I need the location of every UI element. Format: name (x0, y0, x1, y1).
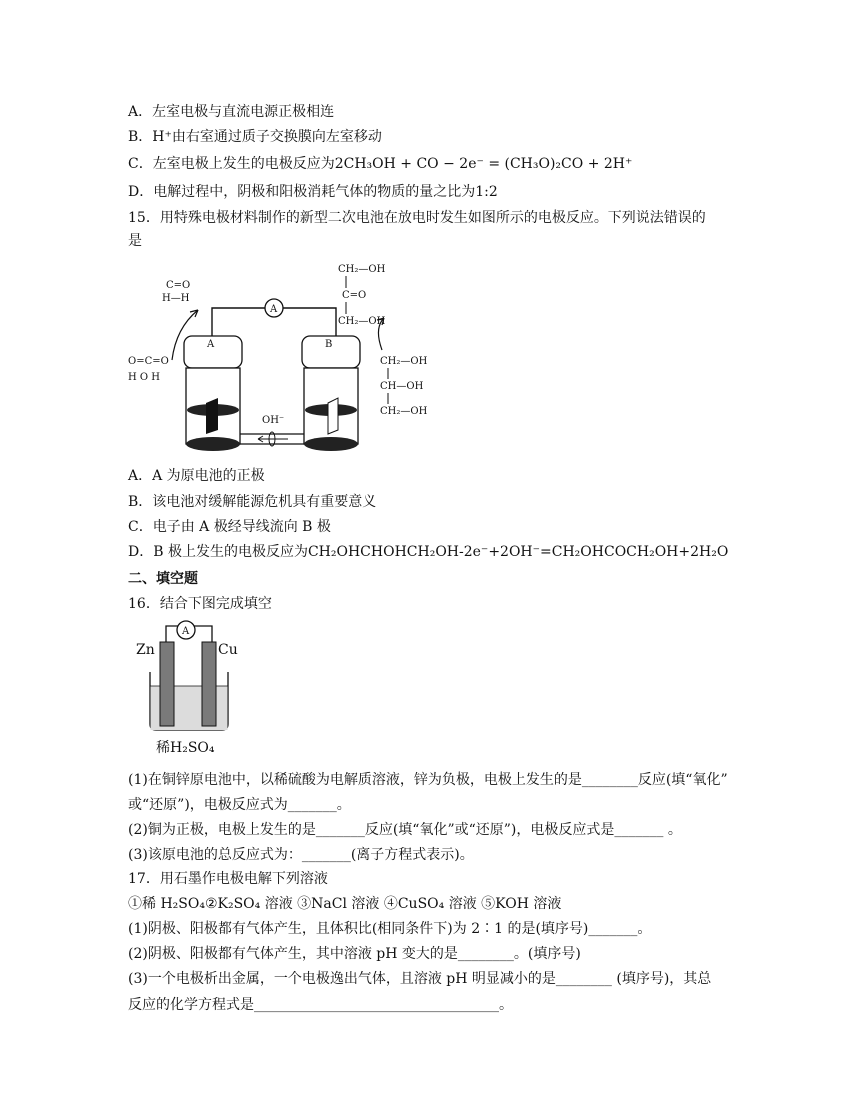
q16-galvanic-cell-diagram (132, 618, 262, 760)
q17-solutions: ①稀 H₂SO₄②K₂SO₄ 溶液 ③NaCl 溶液 ④CuSO₄ 溶液 ⑤KOH 溶液 (128, 896, 562, 912)
q15-electrode-a-label: A (207, 339, 215, 350)
q15-right-reactant-2: CH₂—OH (380, 406, 428, 417)
q15-ion-label: OH⁻ (262, 415, 285, 426)
q15-electrode-a (206, 398, 218, 434)
q14-option-b: B．H⁺由右室通过质子交换膜向左室移动 (128, 129, 382, 145)
q15-left-product-bottom: H—H (162, 293, 190, 304)
q15-electrode-b-label: B (325, 339, 333, 350)
q16-solution-label: 稀H₂SO₄ (156, 740, 215, 756)
q16-stem: 16．结合下图完成填空 (128, 596, 272, 612)
q15-right-product-1: C=O (342, 290, 367, 301)
q16-cu-electrode (202, 642, 216, 726)
q14-option-a: A．左室电极与直流电源正极相连 (128, 104, 335, 120)
q17-part1: (1)阴极、阳极都有气体产生，且体积比(相同条件下)为 2∶1 的是(填序号)_______。 (128, 921, 652, 937)
q15-left-reactant-bottom: H O H (128, 372, 160, 383)
q16-part3: (3)该原电池的总反应式为：_______(离子方程式表示)。 (128, 847, 474, 863)
q15-left-reactant-top: O=C=O (128, 356, 169, 367)
q15-right-product-2: CH₂—OH (338, 316, 386, 327)
q15-option-a: A．A 为原电池的正极 (128, 468, 265, 484)
q16-right-electrode-label: Cu (218, 642, 238, 658)
q15-stem-line2: 是 (128, 233, 142, 249)
q15-electrode-b (328, 398, 338, 434)
section-title: 二、填空题 (128, 571, 198, 587)
q16-part1-line1: (1)在铜锌原电池中，以稀硫酸为电解质溶液，锌为负极，电极上发生的是________反应(填“氧化” (128, 772, 728, 788)
q15-stem-line1: 15．用特殊电极材料制作的新型二次电池在放电时发生如图所示的电极反应。下列说法错误的 (128, 210, 706, 226)
q17-part2: (2)阴极、阳极都有气体产生，其中溶液 pH 变大的是________。(填序号) (128, 946, 581, 962)
q17-stem: 17．用石墨作电极电解下列溶液 (128, 871, 328, 887)
q15-option-b: B．该电池对缓解能源危机具有重要意义 (128, 494, 377, 510)
q15-left-product-top: C=O (166, 280, 191, 291)
q17-part3-line1: (3)一个电极析出金属，一个电极逸出气体，且溶液 pH 明显减小的是________ (填序号)，其总 (128, 971, 712, 987)
q15-option-c: C．电子由 A 极经导线流向 B 极 (128, 519, 331, 535)
q15-meter-label: A (270, 304, 278, 315)
q16-part2: (2)铜为正极，电极上发生的是_______反应(填“氧化”或“还原”)，电极反应式是_______ 。 (128, 822, 682, 838)
q16-left-electrode-label: Zn (136, 642, 155, 658)
q15-right-product-0: CH₂—OH (338, 264, 386, 275)
q15-battery-diagram (126, 258, 446, 458)
q17-part3-line2: 反应的化学方程式是___________________________________。 (128, 997, 513, 1013)
q16-meter-label: A (182, 626, 190, 637)
q15-right-reactant-1: CH—OH (380, 381, 424, 392)
q14-option-c: C．左室电极上发生的电极反应为2CH₃OH + CO − 2e⁻ = (CH₃O)₂CO + 2H⁺ (128, 156, 633, 172)
q15-option-d: D．B 极上发生的电极反应为CH₂OHCHOHCH₂OH-2e⁻+2OH⁻=CH₂OHCOCH₂OH+2H₂O (128, 544, 729, 560)
q15-right-reactant-0: CH₂—OH (380, 356, 428, 367)
q16-part1-line2: 或“还原”)，电极反应式为_______。 (128, 797, 351, 813)
q16-zn-electrode (160, 642, 174, 726)
q14-option-d: D．电解过程中，阴极和阳极消耗气体的物质的量之比为1:2 (128, 184, 498, 200)
